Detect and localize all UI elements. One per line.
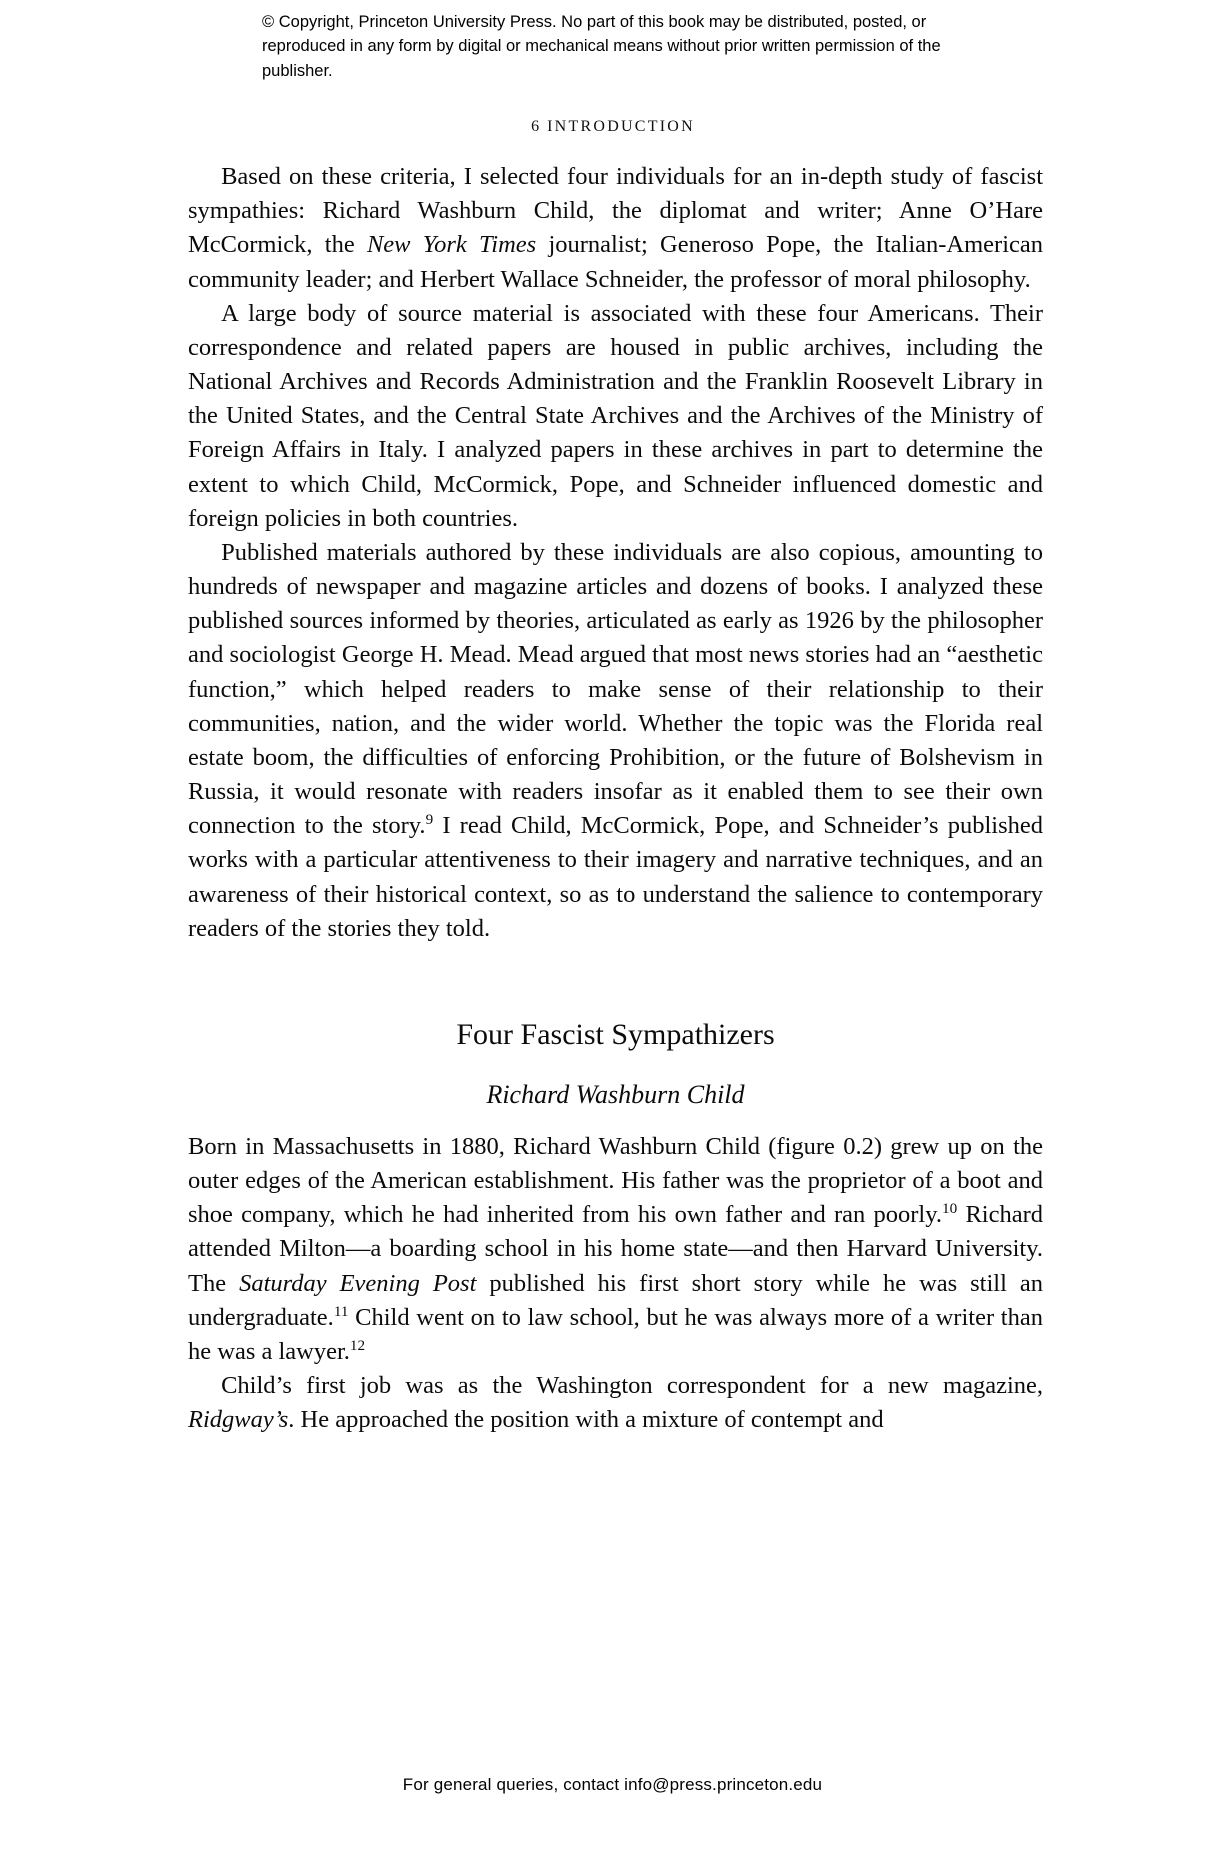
- footnote-marker-10: 10: [942, 1200, 958, 1218]
- paragraph-2: A large body of source material is associated with these four Americans. Their correspondence and related papers are housed in public archives, including the National Archives and Records Administration and the Franklin Roosevelt Library in the United States, and the Central State Archives and the Archives of the Ministry of Foreign Affairs in Italy. I analyzed papers in these archives in part to determine the extent to which Child, McCormick, Pope, and Schneider influenced domestic and foreign policies in both countries.: [188, 299, 1043, 532]
- paragraph-1-part-b: journalist; Generoso Pope, the Italian-American community leader; and Herbert Wallace Schneider, the professor of moral philosophy.: [188, 231, 1044, 293]
- footer-queries-note: For general queries, contact info@press.princeton.edu: [402, 1775, 823, 1794]
- paragraph-3: [188, 536, 1043, 946]
- paragraph-3-part-a: Published materials authored by these individuals are also copious, amounting to hundreds of newspaper and magazine articles and dozens of books. I analyzed these published sources informed by theories, articulated as early as 1926 by the philosopher and sociologist George H. Mead. Mead argued that most news stories had an “aesthetic function,” which helped readers to make sense of their relationship to their communities, nation, and the wider world. Whether the topic was the Florida real estate boom, the difficulties of enforcing Prohibition, or the future of Bolshevism in Russia, it would resonate with readers insofar as it enabled them to see their own connection to the story.: [188, 538, 1043, 840]
- running-head-label: INTRODUCTION: [547, 118, 695, 135]
- paragraph-4-part-b: Richard attended Milton—a boarding school in his home state—and then Harvard University. The: [188, 1201, 1043, 1297]
- paragraph-4-part-a: Born in Massachusetts in 1880, Richard Washburn Child (figure 0.2) grew up on the outer edges of the American establishment. His father was the proprietor of a boot and shoe company, which he had inherited from his own father and ran poorly.: [188, 1132, 1043, 1229]
- paragraph-5: [188, 1369, 1043, 1437]
- main-text-block: [188, 160, 1043, 1438]
- paragraph-1: [188, 160, 1043, 297]
- paragraph-5-part-a: Child’s first job was as the Washington correspondent for a new magazine,: [221, 1372, 1043, 1400]
- footnote-marker-11: 11: [333, 1302, 349, 1320]
- paragraph-3-part-b: I read Child, McCormick, Pope, and Schneider’s published works with a particular attentiveness to their imagery and narrative techniques, and an awareness of their historical context, so as to understand the salience to contemporary readers of the stories they told.: [188, 812, 1044, 942]
- paragraph-5-part-b: . He approached the position with a mixture of contempt and: [288, 1406, 884, 1434]
- running-head: [188, 118, 1038, 136]
- paragraph-4: [188, 1130, 1043, 1369]
- subsection-heading: Richard Washburn Child: [486, 1079, 745, 1109]
- copyright-notice: © Copyright, Princeton University Press. No part of this book may be distributed, posted, or reproduced in any form by digital or mechanical means without prior written permission of the publisher.: [262, 13, 941, 80]
- page-number: 6: [531, 118, 540, 135]
- paragraph-4-part-d: Child went on to law school, but he was always more of a writer than he was a lawyer.: [188, 1303, 1043, 1365]
- title-ridgways: Ridgway’s: [188, 1406, 289, 1434]
- title-new-york-times: New York Times: [366, 231, 537, 259]
- title-saturday-evening-post: Saturday Evening Post: [239, 1269, 477, 1297]
- section-heading: Four Fascist Sympathizers: [456, 1017, 775, 1051]
- paragraph-4-part-c: published his first short story while he was still an undergraduate.: [188, 1269, 1044, 1331]
- footnote-marker-12: 12: [349, 1336, 366, 1354]
- footnote-marker-9: 9: [425, 811, 434, 829]
- paragraph-1-part-a: Based on these criteria, I selected four individuals for an in-depth study of fascist sympathies: Richard Washburn Child, the diplomat and writer; Anne O’Hare McCormick, the: [188, 163, 1043, 259]
